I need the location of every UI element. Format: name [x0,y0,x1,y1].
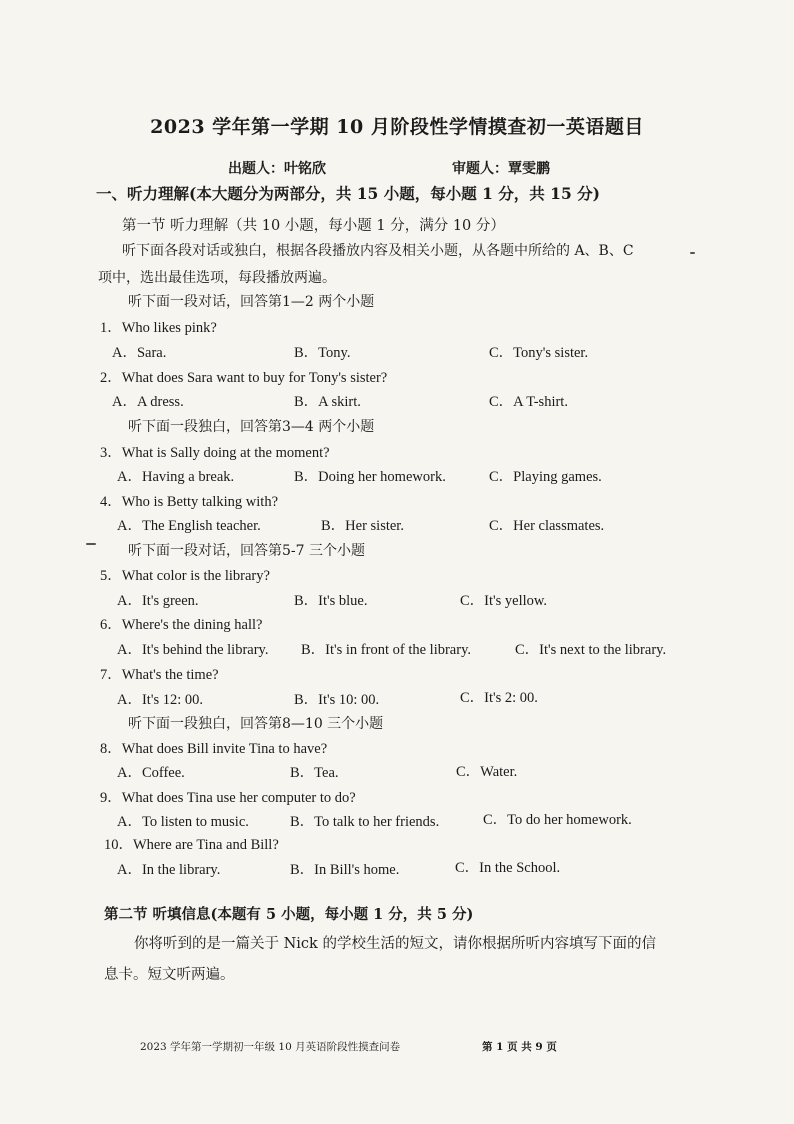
q10-option-b: B．In Bill's home. [290,862,400,878]
exam-title: 2023 学年第一学期 10 月阶段性学情摸查初一英语题目 [150,116,644,138]
q3-option-b: B．Doing her homework. [294,469,446,485]
question-6: 6．Where's the dining hall? [100,617,263,633]
q10-option-c: C．In the School. [455,860,561,876]
q7-option-b: B．It's 10: 00. [294,692,380,708]
question-4: 4．Who is Betty talking with? [100,494,279,510]
scan-mark [690,252,695,254]
q5-option-b: B．It's blue. [294,593,368,609]
lead-q5-7: 听下面一段对话，回答第5-7 三个小题 [128,543,365,559]
question-3: 3．What is Sally doing at the moment? [100,445,330,461]
lead-q1-2: 听下面一段对话，回答第1—2 两个小题 [128,294,375,310]
section1-heading: 一、听力理解(本大题分为两部分，共 15 小题，每小题 1 分，共 15 分) [96,184,600,203]
q10-option-a: A．In the library. [117,862,221,878]
q3-option-c: C．Playing games. [489,469,602,485]
section2-line-1: 你将听到的是一篇关于 Nick 的学校生活的短文，请你根据所听内容填写下面的信 [134,936,656,952]
question-9: 9．What does Tina use her computer to do? [100,790,356,806]
scan-mark [86,543,96,545]
q8-option-b: B．Tea. [290,765,339,781]
part1-heading: 第一节 听力理解（共 10 小题，每小题 1 分，满分 10 分） [122,218,505,234]
q6-option-c: C．It's next to the library. [515,642,667,658]
question-2: 2．What does Sara want to buy for Tony's sister? [100,370,388,386]
instructions-line-2: 项中，选出最佳选项，每段播放两遍。 [98,270,336,286]
section2-heading: 第二节 听填信息(本题有 5 小题，每小题 1 分，共 5 分) [104,906,474,923]
q1-option-c: C．Tony's sister. [489,345,589,361]
q9-option-b: B．To talk to her friends. [290,814,440,830]
q8-option-c: C．Water. [456,764,518,780]
section2-instructions [104,929,694,991]
q8-option-a: A．Coffee. [117,765,185,781]
q9-option-a: A．To listen to music. [117,814,249,830]
q3-option-a: A．Having a break. [117,469,235,485]
q7-option-a: A．It's 12: 00. [117,692,203,708]
question-1: 1．Who likes pink? [100,320,217,336]
q6-option-b: B．It's in front of the library. [301,642,471,658]
q4-option-b: B．Her sister. [321,518,404,534]
q5-option-c: C．It's yellow. [460,593,548,609]
q4-option-c: C．Her classmates. [489,518,605,534]
q2-option-b: B．A skirt. [294,394,361,410]
q7-option-c: C．It's 2: 00. [460,690,538,706]
q1-option-a: A．Sara. [112,345,167,361]
question-10: 10．Where are Tina and Bill? [104,837,279,853]
question-setter: 出题人：叶铭欣 [228,161,326,177]
question-reviewer: 审题人：覃雯鹏 [452,161,550,177]
question-8: 8．What does Bill invite Tina to have? [100,741,328,757]
q9-option-c: C．To do her homework. [483,812,632,828]
q1-option-b: B．Tony. [294,345,351,361]
q4-option-a: A．The English teacher. [117,518,261,534]
q2-option-c: C．A T-shirt. [489,394,568,410]
instructions-line-1: 听下面各段对话或独白，根据各段播放内容及相关小题，从各题中所给的 A、B、C [122,243,634,259]
question-5: 5．What color is the library? [100,568,270,584]
q2-option-a: A．A dress. [112,394,184,410]
q6-option-a: A．It's behind the library. [117,642,269,658]
lead-q3-4: 听下面一段独白，回答第3—4 两个小题 [128,419,375,435]
lead-q8-10: 听下面一段独白，回答第8—10 三个小题 [128,716,384,732]
q5-option-a: A．It's green. [117,593,199,609]
section2-line-2: 息卡。短文听两遍。 [104,967,235,983]
footer-page-number: 第 1 页 共 9 页 [482,1041,557,1053]
footer-exam-name: 2023 学年第一学期初一年级 10 月英语阶段性摸查问卷 [140,1041,401,1053]
question-7: 7．What's the time? [100,667,219,683]
